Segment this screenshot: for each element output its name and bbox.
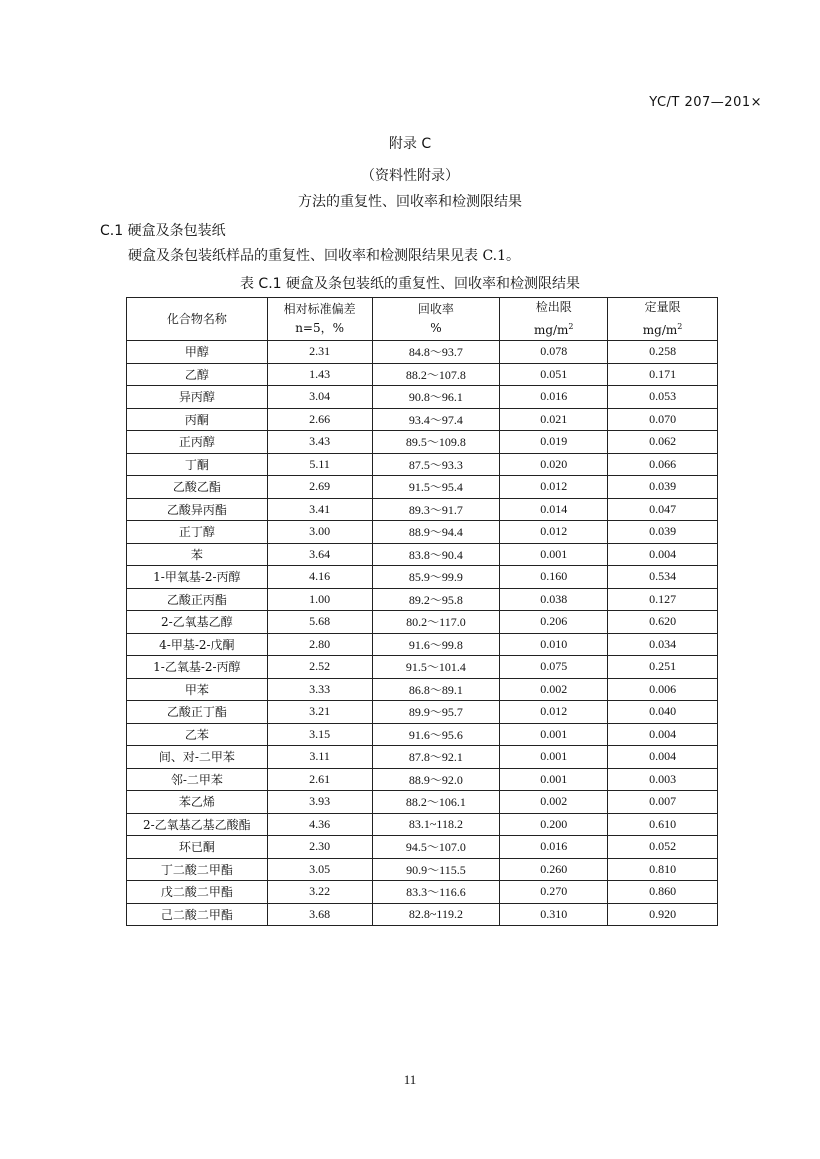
- compound-name-cell: 1-甲氧基-2-丙醇: [127, 566, 268, 589]
- rsd-cell: 3.43: [267, 431, 372, 454]
- table-row: [127, 656, 718, 679]
- compound-name-cell: 己二酸二甲酯: [127, 903, 268, 926]
- compound-name-cell: 乙酸正丁酯: [127, 701, 268, 724]
- recovery-cell: 82.8~119.2: [372, 903, 500, 926]
- compound-name-cell: 丙酮: [127, 408, 268, 431]
- table-row: [127, 903, 718, 926]
- recovery-cell: 88.2～107.8: [372, 363, 500, 386]
- rsd-cell: 3.22: [267, 881, 372, 904]
- compound-name-cell: 正丁醇: [127, 521, 268, 544]
- lod-cell: 0.012: [500, 521, 608, 544]
- lod-cell: 0.160: [500, 566, 608, 589]
- recovery-cell: 90.8～96.1: [372, 386, 500, 409]
- lod-cell: 0.001: [500, 543, 608, 566]
- table-row: [127, 813, 718, 836]
- compound-name-cell: 邻-二甲苯: [127, 768, 268, 791]
- section-body: 硬盒及条包装纸样品的重复性、回收率和检测限结果见表 C.1。: [128, 248, 521, 264]
- header-compound-name-text: 化合物名称: [166, 311, 227, 326]
- rsd-cell: 3.93: [267, 791, 372, 814]
- loq-cell: 0.004: [608, 543, 718, 566]
- table-row: [127, 768, 718, 791]
- table-row: [127, 588, 718, 611]
- recovery-cell: 91.6～99.8: [372, 633, 500, 656]
- compound-name-cell: 乙醇: [127, 363, 268, 386]
- lod-cell: 0.260: [500, 858, 608, 881]
- page-number: 11: [403, 1072, 417, 1087]
- lod-cell: 0.075: [500, 656, 608, 679]
- lod-cell: 0.002: [500, 678, 608, 701]
- rsd-cell: 3.68: [267, 903, 372, 926]
- loq-cell: 0.034: [608, 633, 718, 656]
- table-row: [127, 836, 718, 859]
- compound-name-cell: 乙酸乙酯: [127, 476, 268, 499]
- table-body: [127, 341, 718, 926]
- header-recovery-line1: 回收率: [417, 302, 454, 316]
- recovery-cell: 86.8～89.1: [372, 678, 500, 701]
- rsd-cell: 3.64: [267, 543, 372, 566]
- header-loq-unit-exp: 2: [677, 322, 683, 331]
- table-row: [127, 498, 718, 521]
- compound-name-cell: 异丙醇: [127, 386, 268, 409]
- recovery-cell: 94.5～107.0: [372, 836, 500, 859]
- header-compound-name: [127, 298, 268, 341]
- recovery-cell: 87.5～93.3: [372, 453, 500, 476]
- lod-cell: 0.001: [500, 723, 608, 746]
- table-row: [127, 791, 718, 814]
- recovery-cell: 91.5～101.4: [372, 656, 500, 679]
- rsd-cell: 2.69: [267, 476, 372, 499]
- lod-cell: 0.002: [500, 791, 608, 814]
- lod-cell: 0.019: [500, 431, 608, 454]
- rsd-cell: 5.68: [267, 611, 372, 634]
- recovery-cell: 93.4～97.4: [372, 408, 500, 431]
- loq-cell: 0.860: [608, 881, 718, 904]
- compound-name-cell: 乙酸正丙酯: [127, 588, 268, 611]
- rsd-cell: 1.43: [267, 363, 372, 386]
- loq-cell: 0.039: [608, 476, 718, 499]
- rsd-cell: 2.80: [267, 633, 372, 656]
- loq-cell: 0.062: [608, 431, 718, 454]
- header-lod-unit-exp: 2: [568, 322, 574, 331]
- header-loq-unit-line: [608, 317, 717, 340]
- lod-cell: 0.310: [500, 903, 608, 926]
- compound-name-cell: 4-甲基-2-戊酮: [127, 633, 268, 656]
- loq-cell: 0.251: [608, 656, 718, 679]
- standard-code: YC/T 207—201×: [649, 95, 762, 110]
- loq-cell: 0.053: [608, 386, 718, 409]
- compound-name-cell: 2-乙氧基乙基乙酸酯: [127, 813, 268, 836]
- loq-cell: 0.127: [608, 588, 718, 611]
- header-lod: [500, 298, 608, 341]
- header-lod-line1: 检出限: [535, 300, 572, 314]
- compound-name-cell: 甲醇: [127, 341, 268, 364]
- recovery-cell: 91.6～95.6: [372, 723, 500, 746]
- loq-cell: 0.610: [608, 813, 718, 836]
- recovery-cell: 80.2～117.0: [372, 611, 500, 634]
- compound-name-cell: 2-乙氧基乙醇: [127, 611, 268, 634]
- rsd-cell: 3.33: [267, 678, 372, 701]
- loq-cell: 0.039: [608, 521, 718, 544]
- compound-name-cell: 丁酮: [127, 453, 268, 476]
- table-row: [127, 566, 718, 589]
- compound-name-cell: 苯: [127, 543, 268, 566]
- results-table: [126, 297, 718, 926]
- recovery-cell: 89.9～95.7: [372, 701, 500, 724]
- header-loq-line1: 定量限: [644, 300, 681, 314]
- compound-name-cell: 间、对-二甲苯: [127, 746, 268, 769]
- table-row: [127, 723, 718, 746]
- header-recovery: [372, 298, 500, 341]
- rsd-cell: 5.11: [267, 453, 372, 476]
- recovery-cell: 89.3～91.7: [372, 498, 500, 521]
- loq-cell: 0.052: [608, 836, 718, 859]
- loq-cell: 0.810: [608, 858, 718, 881]
- lod-cell: 0.078: [500, 341, 608, 364]
- lod-cell: 0.038: [500, 588, 608, 611]
- rsd-cell: 3.41: [267, 498, 372, 521]
- recovery-cell: 83.8～90.4: [372, 543, 500, 566]
- rsd-cell: 4.16: [267, 566, 372, 589]
- table-row: [127, 611, 718, 634]
- recovery-cell: 85.9～99.9: [372, 566, 500, 589]
- table-row: [127, 363, 718, 386]
- lod-cell: 0.200: [500, 813, 608, 836]
- header-recovery-line2: %: [430, 321, 442, 335]
- recovery-cell: 88.2～106.1: [372, 791, 500, 814]
- recovery-cell: 89.5～109.8: [372, 431, 500, 454]
- rsd-cell: 4.36: [267, 813, 372, 836]
- compound-name-cell: 甲苯: [127, 678, 268, 701]
- lod-cell: 0.014: [500, 498, 608, 521]
- rsd-cell: 2.66: [267, 408, 372, 431]
- loq-cell: 0.004: [608, 723, 718, 746]
- recovery-cell: 88.9～94.4: [372, 521, 500, 544]
- table-row: [127, 431, 718, 454]
- compound-name-cell: 乙酸异丙酯: [127, 498, 268, 521]
- rsd-cell: 3.05: [267, 858, 372, 881]
- rsd-cell: 2.30: [267, 836, 372, 859]
- table-caption: 表 C.1 硬盒及条包装纸的重复性、回收率和检测限结果: [239, 276, 581, 292]
- header-lod-unit-line: [500, 317, 607, 340]
- table-row: [127, 453, 718, 476]
- rsd-cell: 3.21: [267, 701, 372, 724]
- table-row: [127, 633, 718, 656]
- rsd-cell: 3.00: [267, 521, 372, 544]
- header-lod-unit: mg/m: [533, 323, 569, 337]
- recovery-cell: 90.9～115.5: [372, 858, 500, 881]
- header-loq-unit: mg/m: [642, 323, 678, 337]
- table-row: [127, 408, 718, 431]
- compound-name-cell: 戊二酸二甲酯: [127, 881, 268, 904]
- lod-cell: 0.016: [500, 386, 608, 409]
- header-rsd-line1: 相对标准偏差: [283, 302, 356, 316]
- rsd-cell: 1.00: [267, 588, 372, 611]
- lod-cell: 0.001: [500, 746, 608, 769]
- appendix-title: 方法的重复性、回收率和检测限结果: [298, 194, 522, 210]
- table-row: [127, 341, 718, 364]
- recovery-cell: 87.8～92.1: [372, 746, 500, 769]
- header-loq: [608, 298, 718, 341]
- header-rsd: [267, 298, 372, 341]
- rsd-cell: 3.11: [267, 746, 372, 769]
- loq-cell: 0.004: [608, 746, 718, 769]
- table-header-row: [127, 298, 718, 341]
- rsd-cell: 3.04: [267, 386, 372, 409]
- table-row: [127, 858, 718, 881]
- rsd-cell: 2.31: [267, 341, 372, 364]
- lod-cell: 0.010: [500, 633, 608, 656]
- loq-cell: 0.620: [608, 611, 718, 634]
- table-row: [127, 543, 718, 566]
- compound-name-cell: 1-乙氧基-2-丙醇: [127, 656, 268, 679]
- table-row: [127, 521, 718, 544]
- lod-cell: 0.051: [500, 363, 608, 386]
- compound-name-cell: 苯乙烯: [127, 791, 268, 814]
- section-heading: C.1 硬盒及条包装纸: [100, 223, 226, 239]
- loq-cell: 0.066: [608, 453, 718, 476]
- table-row: [127, 881, 718, 904]
- recovery-cell: 83.1~118.2: [372, 813, 500, 836]
- rsd-cell: 2.61: [267, 768, 372, 791]
- lod-cell: 0.206: [500, 611, 608, 634]
- lod-cell: 0.270: [500, 881, 608, 904]
- loq-cell: 0.070: [608, 408, 718, 431]
- lod-cell: 0.016: [500, 836, 608, 859]
- compound-name-cell: 正丙醇: [127, 431, 268, 454]
- header-rsd-line2: n=5，%: [295, 321, 345, 335]
- recovery-cell: 84.8～93.7: [372, 341, 500, 364]
- loq-cell: 0.006: [608, 678, 718, 701]
- rsd-cell: 3.15: [267, 723, 372, 746]
- compound-name-cell: 丁二酸二甲酯: [127, 858, 268, 881]
- recovery-cell: 83.3～116.6: [372, 881, 500, 904]
- lod-cell: 0.001: [500, 768, 608, 791]
- recovery-cell: 89.2～95.8: [372, 588, 500, 611]
- table-row: [127, 701, 718, 724]
- lod-cell: 0.012: [500, 476, 608, 499]
- table-row: [127, 386, 718, 409]
- appendix-nature: （资料性附录）: [361, 168, 459, 184]
- lod-cell: 0.012: [500, 701, 608, 724]
- lod-cell: 0.020: [500, 453, 608, 476]
- loq-cell: 0.258: [608, 341, 718, 364]
- loq-cell: 0.920: [608, 903, 718, 926]
- loq-cell: 0.047: [608, 498, 718, 521]
- compound-name-cell: 乙苯: [127, 723, 268, 746]
- loq-cell: 0.171: [608, 363, 718, 386]
- recovery-cell: 88.9～92.0: [372, 768, 500, 791]
- rsd-cell: 2.52: [267, 656, 372, 679]
- lod-cell: 0.021: [500, 408, 608, 431]
- appendix-label: 附录 C: [388, 136, 432, 152]
- table-row: [127, 476, 718, 499]
- recovery-cell: 91.5～95.4: [372, 476, 500, 499]
- table-row: [127, 678, 718, 701]
- loq-cell: 0.040: [608, 701, 718, 724]
- loq-cell: 0.534: [608, 566, 718, 589]
- table-row: [127, 746, 718, 769]
- loq-cell: 0.007: [608, 791, 718, 814]
- loq-cell: 0.003: [608, 768, 718, 791]
- compound-name-cell: 环已酮: [127, 836, 268, 859]
